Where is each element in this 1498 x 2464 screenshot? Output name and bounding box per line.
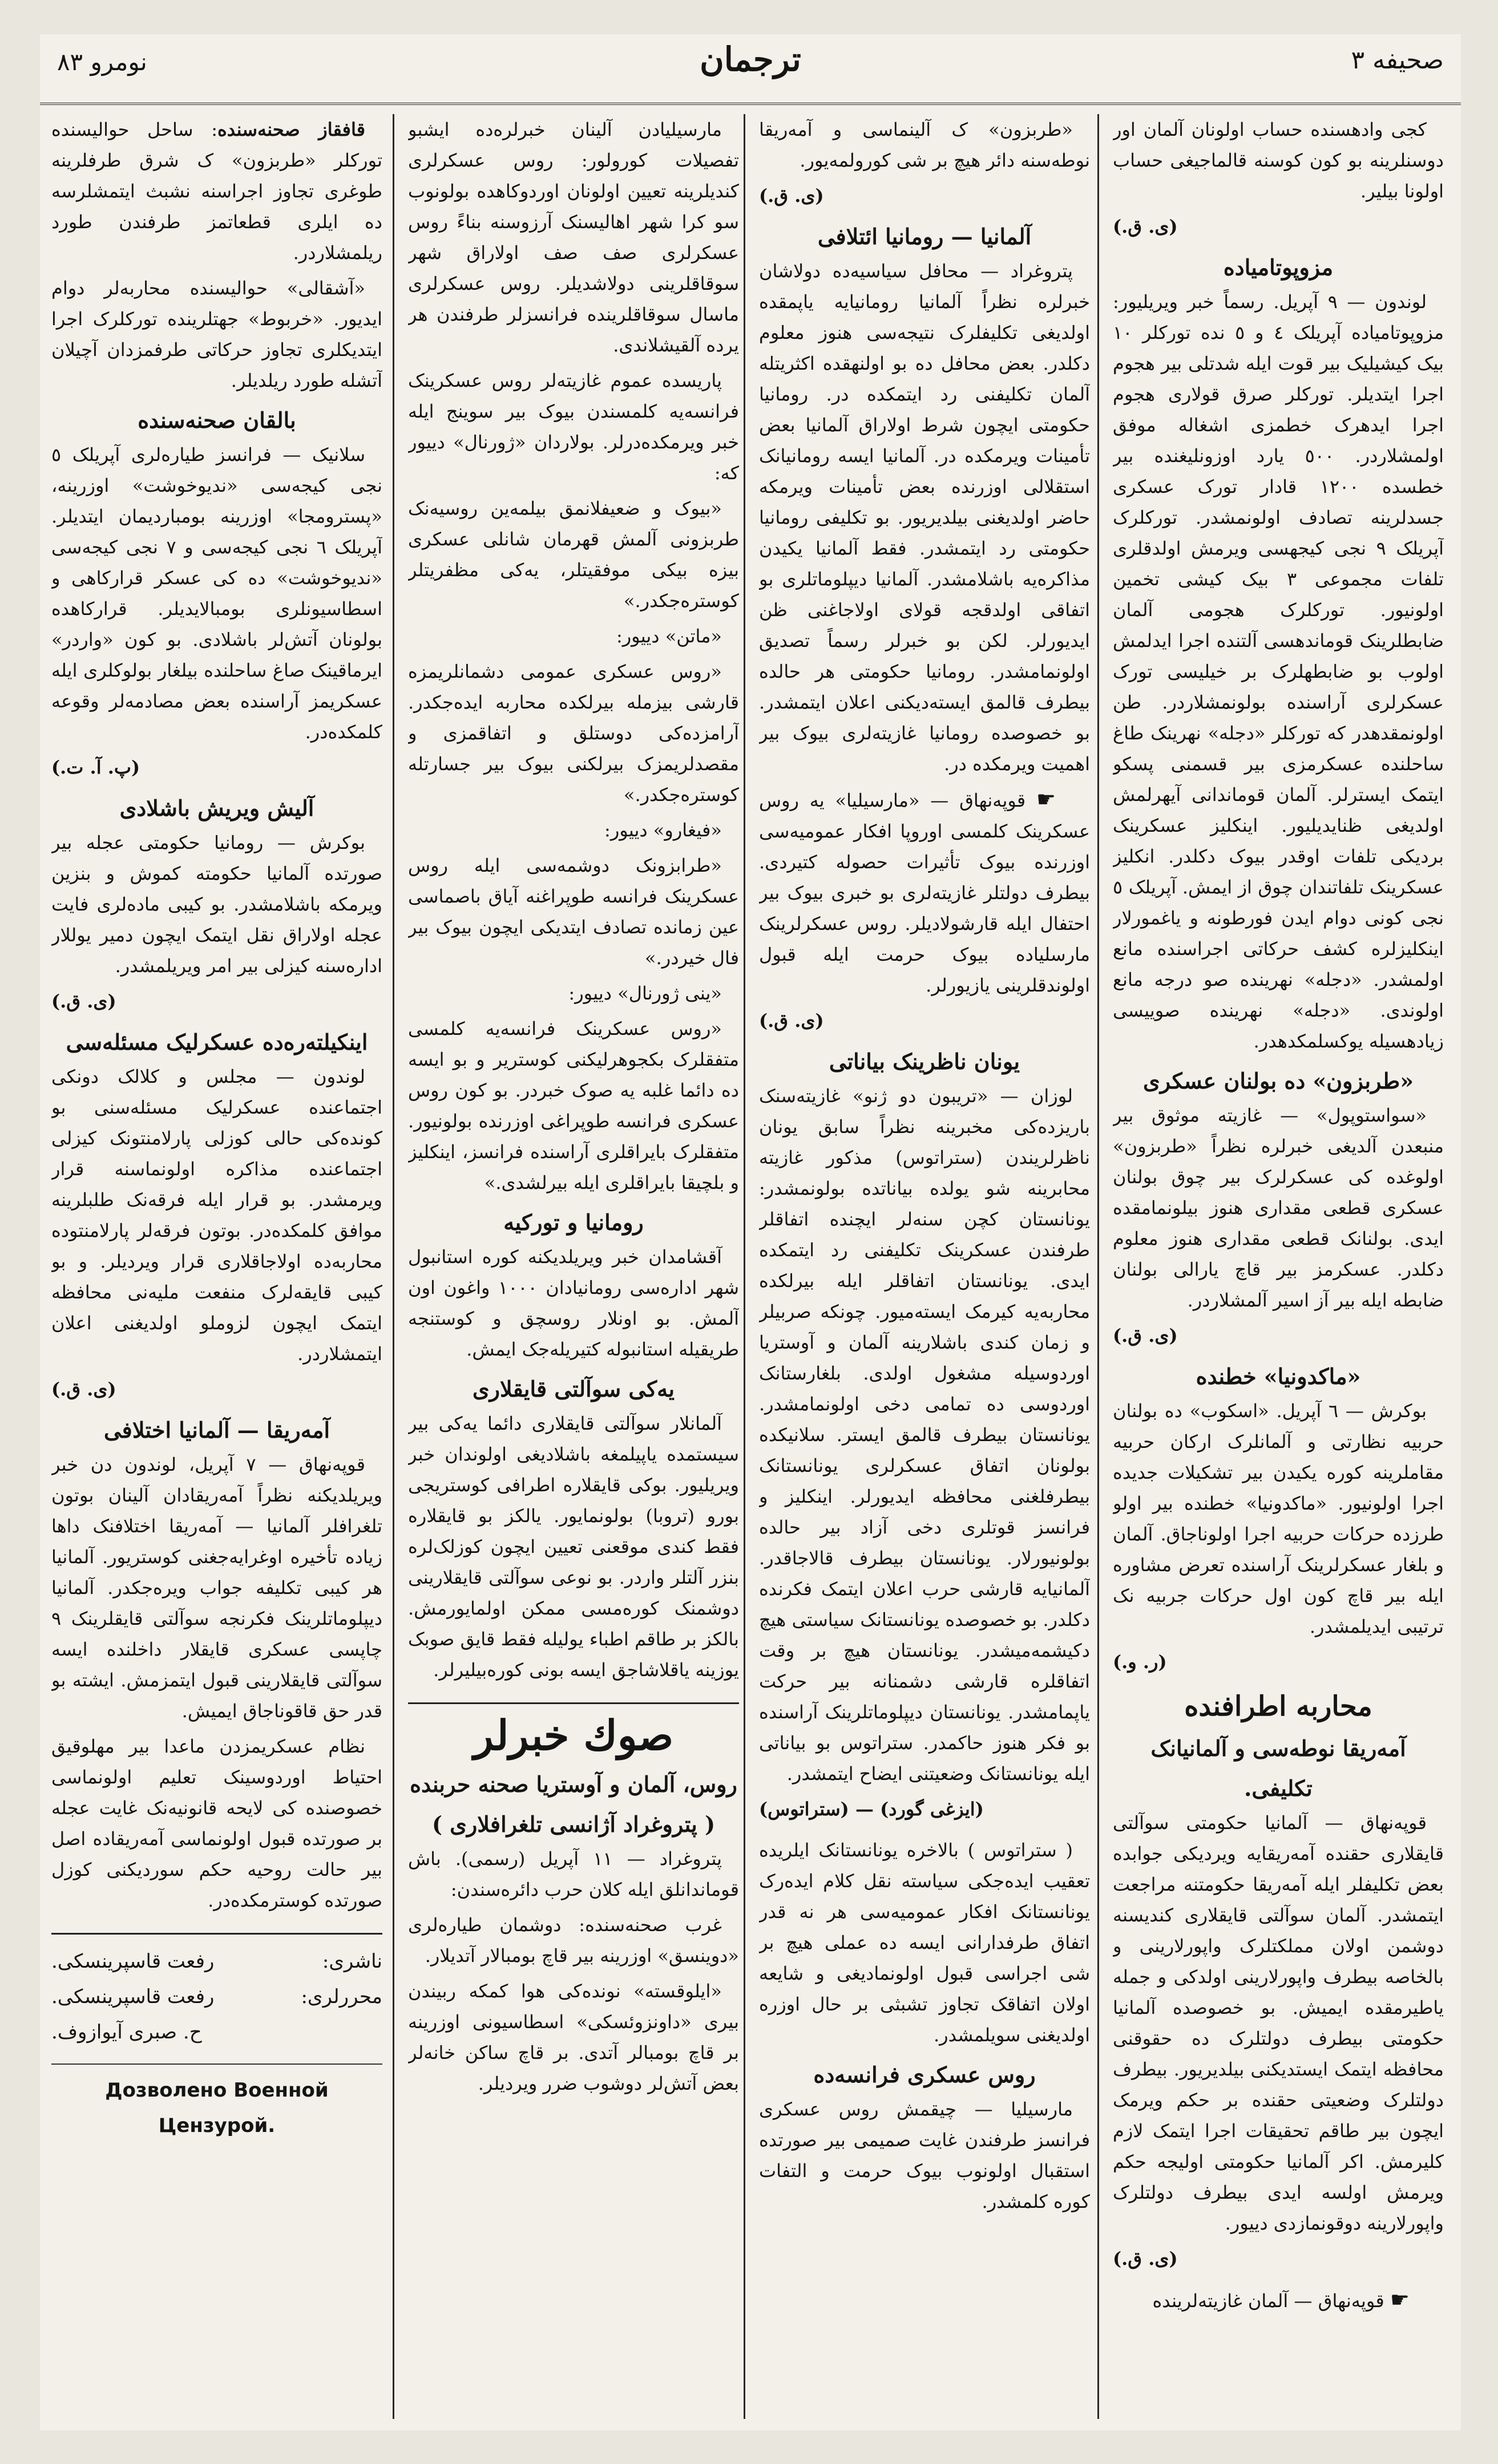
article-tail: قوپه‌نهاق — آلمان غازیته‌لرینده bbox=[1152, 2290, 1384, 2312]
article-signature: (ی. ق.) bbox=[1113, 1325, 1178, 1346]
article-body: قافقاز صحنه‌سنده: ساحل حوالیسنده تورکلر «طربزون» ک شرق طرفلرینه طوغری تجاوز اجراسنه نشبث ایتمشلرسه ده ایلری قطعاتمز طرفندن طورد ریلمشلاردر. bbox=[51, 119, 382, 264]
editor-name: ح. صبری آیوازوف. bbox=[51, 2021, 202, 2044]
article-body: آلمانلار سوآلتی قایقلاری دائما یه‌کی بیر سیستمده یاپیلمغه باشلادیغی اولوندان خبر ویریلیور. بوکی قایقلاره اطرافی کوستریجی بورو (تروبا) بولونمایور. یالکز بو قایقلاره فقط کندی موقعنی تعیین ایچون کوزلک‌لره بنزر آلتلر واردر. بو نوعی سوآلتی قایقلارینی دوشمنک کوره‌مسی ممکن اولمایورمش. بالکز بر طاقم اطباء یولیله فقط قایق صوبک یوزینه یاقلاشاجق ایسه بونی کوره‌بیلیرلر. bbox=[408, 1413, 739, 1681]
article-title: مزوپوتامیاده bbox=[1223, 254, 1334, 280]
article-signature: (ی. ق.) bbox=[51, 1378, 116, 1400]
article-subtitle: تکلیفی. bbox=[1244, 1775, 1313, 1801]
publisher-label: ناشری: bbox=[322, 1950, 382, 1973]
imprint bbox=[51, 1933, 382, 2143]
publisher-line bbox=[51, 1944, 382, 1979]
article-body: «آشقالی» حوالیسنده محاربه‌لر دوام ایدیور. «خربوط» جهتلرینده تورکلرک اجرا ایتدیکلری تجاوز حرکاتی طرفمزدان آچیلان آتشله طورد ریلدیلر. bbox=[51, 277, 382, 391]
article-body: پاریسده عموم غازیته‌لر روس عسکرینک فرانسه‌یه کلمسندن بیوک بیر سوینج ایله خبر ویرمکده‌درلر. بولاردان «ژورنال» دییور که: bbox=[408, 370, 739, 484]
article-dateline: قوپه‌نهاق bbox=[959, 790, 1026, 811]
editor-name: رفعت قاسپرینسکی. bbox=[51, 1985, 215, 2008]
column-rule bbox=[1097, 114, 1099, 2419]
censorship-notice: Дозволено Военной Цензурой. bbox=[51, 2064, 382, 2143]
article-signature: (ی. ق.) bbox=[51, 990, 116, 1012]
issue-number: نومرو ۸۳ bbox=[57, 48, 147, 76]
press-quote-source: «ماتن» دییور: bbox=[616, 625, 722, 647]
article-body: پتروغراد — ١١ آپریل (رسمی). باش قوماندانلق ایله کلان حرب دائره‌سندن: bbox=[408, 1848, 739, 1900]
article-title: «ماکدونیا» خطنده bbox=[1196, 1364, 1361, 1389]
publisher-name: رفعت قاسپرینسکی. bbox=[51, 1950, 215, 1973]
column-1 bbox=[1113, 114, 1444, 2419]
article-body: پتروغراد — محافل سیاسیه‌ده دولاشان خبرلره نظراً آلمانیا رومانیایه یاپمقده اولدیغی تکلیفلرک نتیجه‌سی هنوز معلوم دکلدر. بعض محافل ده بو اولنهقده اکثریتله آلمان تکلیفنی رد ایتمکده در. رومانیا حکومتی ایچون شرط اولاراق آلمانیا بعض تأمینات ویرمکده در. آلمانیا ایسه رومانیانک استقلالی اوزرنده بعض تأمینات ویرمکه حاضر اولدیغنی بیلدیریور. بو تکلیفی رومانیا حکومتی رد ایتمشدر. فقط آلمانیا یکیدن مذاکره‌یه باشلامشدر. آلمانیا دیپلوماتلری بو اتفاقی اولدقجه قولای اولاجاغنی ظن ایدیورلر. لکن بو خبرلر رسماً تصدیق اولونمامشدر. رومانیا حکومتی هر حالده بیطرف قالمق ایسته‌دیکنی اعلان ایتمشدر. بو خصوصده رومانیا غازیته‌لری بیوک بیر اهمیت ویرمکده در. bbox=[759, 260, 1090, 775]
column-2 bbox=[759, 114, 1090, 2419]
article-body: سلانیک — فرانسز طیاره‌لری آپریلک ٥ نجی کیجه‌سی «ندیوخوشت» اوزرینه، «پسترومجا» اوزرینه بومباردیمان ایتدیلر. آپریلک ٦ نجی کیجه‌سی و ٧ نجی کیجه‌سی «ندیوخوشت» ده کی عسکر قرارکاهی و اسطاسیونلری بومبالایدیلر. قرارکاهده بولونان آتش‌لر باشلادی. بو کون «واردر» ایرماقینک صاغ ساحلنده بیلغار بولوکلری ایله عسکریمز آراسنده بعض مصادمه‌لر وقوعه کلمکده‌در. bbox=[51, 444, 382, 743]
article-title: رومانیا و تورکیه bbox=[503, 1209, 644, 1235]
newspaper-page bbox=[40, 34, 1461, 2430]
article-body: مارسیلیادن آلینان خبرلره‌ده ایشبو تفصیلات کورولور: روس عسکرلری کندیلرینه تعیین اولونان اوردوکاهده بولونوب سو کرا شهر اهالیسنک آرزوسنه بناءً روس عسکرلری صف صف اولاراق شهر سوقاقلرینی دولاشدیلر. روس عسکرلری ماسال سوقاقلرینده فرانسزلر طرفندن هر یرده آلقیشلاندی. bbox=[408, 119, 739, 356]
latest-news-heading: صوك خبرلر bbox=[408, 1702, 739, 1760]
article-title-inline: قافقاز صحنه‌سنده bbox=[217, 119, 366, 140]
article-signature: (ی. ق.) bbox=[1113, 2248, 1178, 2269]
article-title: یونان ناظرینک بیاناتی bbox=[829, 1049, 1020, 1074]
press-quote: «روس عسکری عمومی دشمانلریمزه قارشی بیزمله بیرلکده محاربه ایده‌جکدر. آرامزده‌کی دوستلق و اتفاقمزی و مقصدلریمزک بیرلکنی بیوک بیر جسارتله کوستره‌جکدر.» bbox=[408, 661, 739, 806]
article-title: آمه‌ریقا — آلمانیا اختلافی bbox=[103, 1417, 330, 1443]
article-body: مارسیلیا — چیقمش روس عسکری فرانسز طرفندن غایت صمیمی بیر صورتده استقبال اولونوب بیوک حرمت و التفات کوره کلمشدر. bbox=[759, 2098, 1090, 2212]
article-signature: (پ. آ. ت.) bbox=[51, 756, 140, 778]
masthead bbox=[40, 34, 1461, 105]
editors-line bbox=[51, 2014, 382, 2050]
article-body: بوکرش — ٦ آپریل. «اسکوب» ده بولنان حربیه نظارتی و آلمانلرک ارکان حربیه مقاملرینه کوره یکیدن بیر تشکیلات جدیده اجرا اولونیور. «ماکدونیا» خطنده بیر اولو طرزده حرکات حربیه اجرا اولوناجاق. آلمان و بلغار عسکرلرینک آراسنده تعرض مشاوره ایله بیر قاچ کون اول حرکات جربیه نک ترتیبی ایدیلمشدر. bbox=[1113, 1400, 1444, 1637]
article-body bbox=[1113, 2284, 1444, 2316]
article-title: یه‌کی سوآلتی قایقلاری bbox=[472, 1376, 675, 1402]
article-title: آلیش ویریش باشلادی bbox=[119, 795, 314, 821]
newspaper-name: ترجمان bbox=[700, 40, 801, 79]
article-body-text: «مارسیلیا» یه روس عسکرینک کلمسی اوروپا افکار عمومیه‌سی اوزرنده بیوک تأثیرات حصوله کتیردی. بیطرف دولتلر غازیته‌لری بو خبری بیوک بیر احتفال ایله قارشولادیلر. روس عسکرلرینک مارسلیاده بیوک حرمت ایله قبول اولوندقلرینی یازیورلر. bbox=[759, 790, 1090, 996]
article-body: آقشامدان خبر ویریلدیکنه کوره استانبول شهر اداره‌سی رومانیادان ١٠٠٠ واغون اون آلمش. بو اونلار روسچق و کوستنجه طریقیله استانبوله کتیریله‌جک ایمش. bbox=[408, 1246, 739, 1360]
section-heading: محاربه اطرافنده bbox=[1184, 1690, 1372, 1722]
article-subtitle: آمه‌ریقا نوطه‌سی و آلمانیانک bbox=[1150, 1735, 1406, 1761]
press-quote: «طرابزونک دوشمه‌سی ایله روس عسکرینک فرانسه طوپراغنه آیاق باصماسی عین زمانده تصادف ایتدیکی ایچون بیوک بیر فال خیردر.» bbox=[408, 855, 739, 969]
article-title: «طربزون» ده بولنان عسکری bbox=[1142, 1068, 1414, 1094]
article-signature: (ی. ق.) bbox=[759, 1010, 824, 1031]
article-body: قوپه‌نهاق — آلمانیا حکومتی سوآلتی قایقلاری حقنده آمه‌ریقایه ویردیکی جوابده بعض تکلیفلر ایله آمه‌ریقا حکومتنه مراجعت ایتمشدر. آلمان سوآلتی قایقلاری کندیسنه دوشمن اولان مملکتلرک واپورلارینی و بالخاصه بیطرف واپورلارینی اولدکی و جمله یاطیرمقده ایمیش. بو خصوصده آلمانیا حکومتی بیطرف دولتلرک ده حقوقنی محافظه ایتمک ایستدیکنی بیلدیریور. بیطرف دولتلرک وضعیتی حقنده بر حکم ویرمک ایچون بیر طاقم تحقیقات اجرا ایتمک لازم کلیرمش. اکر آلمانیا حکومتی اولیجه حکم ویرمش اولسه ایدی بیطرف دولتلرک واپورلارینه دوقونمازدی دییور. bbox=[1113, 1812, 1444, 2234]
pointing-hand-icon: ☛ bbox=[1036, 787, 1056, 812]
press-quote-source: «ینی ژورنال» دییور: bbox=[568, 982, 722, 1004]
article-signature: (ی. ق.) bbox=[1113, 216, 1178, 237]
article-body: بوکرش — رومانیا حکومتی عجله بیر صورتده آلمانیا حکومته کموش و بنزین ویرمکه باشلامشدر. بو کیبی ماده‌لری فایت عجله اولاراق نقل ایتمک ایچون دمیر یوللار اداره‌سنه کیزلی بیر امر ویریلمشدر. bbox=[51, 832, 382, 977]
article-intro: کجی وادهسنده حساب اولونان آلمان اور دوسنلرینه بو کون کوسنه قالماجیغی حساب اولونا بیلیر. bbox=[1113, 119, 1444, 202]
article-signature: (ایزغی گورد) — (ستراتوس) bbox=[759, 1798, 984, 1820]
column-4 bbox=[51, 114, 382, 2419]
press-quote: «روس عسکرینک فرانسه‌یه کلمسی متفقلرک بکجوهرلیکنی کوستریر و بو ایسه ده دائما غلبه یه صوک خبردر. بو کون روس عسکری فرانسه طوپراغی اوزرنده بولونیور. متفقلرک بایراقلری آراسنده فرانسز، اینکلیز و بلچیقا بایراقلری ایله بیرلشدی.» bbox=[408, 1018, 739, 1193]
article-body: ☛ قوپه‌نهاق — «مارسیلیا» یه روس عسکرینک کلمسی اوروپا افکار عمومیه‌سی اوزرنده بیوک تأثیرات حصوله کتیردی. بیطرف دولتلر غازیته‌لری بو خبری بیوک بیر احتفال ایله قارشولادیلر. روس عسکرلرینک مارسلیاده بیوک حرمت ایله قبول اولوندقلرینی یازیورلر. bbox=[759, 784, 1090, 1001]
article-body: غرب صحنه‌سنده: دوشمان طیاره‌لری «دوینسق» اوزرینه بیر قاچ بومبالار آتدیلار. bbox=[408, 1914, 739, 1967]
article-body: نظام عسکریمزدن ماعدا بیر مهلوقیق احتیاط اوردوسینک تعلیم اولونماسی خصوصنده کی لایحه قانونیه‌نک غایت عجله بر صورتده قبول اولونماسی آمه‌ریقاده اصل بیر حالت روحیه حکم سوردیکنی کوزل صورتده کوسترمکده‌در. bbox=[51, 1735, 382, 1911]
article-body: لوزان — «تریبون دو ژنو» غازیته‌سنک باریزده‌کی مخبرینه نظراً سابق یونان ناظرلریندن (ستراتوس) مذکور غازیته محابرینه شو یولده بیاناتده بولونمشدر: یونانستان کچن سنه‌لر ایچنده اتفاقلر طرفندن عسکرینک تکلیفنی رد ایتمکده ایدی. یونانستان اتفاقلر ایله بیرلکده محاربه‌یه کیرمک ایسته‌میور. چونکه صربیلر و زمان کندی باشلارینه آلمان و آوستریا اوردوسیله مشغول اولدی. بلغارستانک اوردوسی ده تمامی دخی اولونمامشدر. یونانستان بیطرف قالمق ایستر. سلانیکده بولونان اتفاق عسکرلری یونانستانک بیطرفلغنی محافظه ایدیورلر. اینکلیز و فرانسز قوتلری دخی آزاد بیر حالده بولونیورلار. یونانستان بیطرف قالاجاقدر. آلمانیایه قارشی حرب اعلان ایتمک فکرنده دکلدر. بو خصوصده یونانستانک سیاستی هیچ دکیشمه‌میشدر. یونانستان هیچ بر وقت اتفاقلره قارشی دشمنانه بیر حرکت یاپمامشدر. یونانستان دیپلوماتلرینک آراسنده بو فکر هنوز حاکمدر. ستراتوس بو بیاناتی ایله یونانستانک وضعیتنی ایضاح ایتمشدر. bbox=[759, 1085, 1090, 1785]
article-body: «طربزون» ک آلینماسی و آمه‌ریقا نوطه‌سنه دائر هیچ بر شی کورولمه‌یور. bbox=[759, 119, 1090, 171]
press-quote-source: «فیغارو» دییور: bbox=[604, 819, 722, 841]
article-body: ( ستراتوس ) بالاخره یونانستانک ایلریده تعقیب ایده‌جکی سیاسته نقل کلام ایده‌رک یونانستانک افکار عمومیه‌سی هر نه قدر اتفاق طرفدارانی ایسه ده عملی هیچ بر شی اجراسی قبول اولونمادیغی و شایعه اولان اتفاقک تجاوز تشبثی بر حال اوزره اولدیغنی سویلمشدر. bbox=[759, 1839, 1090, 2046]
article-signature: (ر. و.) bbox=[1113, 1651, 1167, 1673]
pointing-hand-icon: ☛ bbox=[1390, 2287, 1410, 2312]
article-title: آلمانیا — رومانیا ائتلافی bbox=[817, 224, 1032, 249]
article-body: لوندون — مجلس و کلالک دونکی اجتماعنده عسکرلیک مسئله‌سنی بو کونده‌کی حالی کوزلی پارلامنتونک کیزلی اجتماعنده مذاکره اولونماسنه قرار ویرمشدر. بو قرار ایله فرقه‌نک طلبلرینه موافق کلمکده‌در. بوتون فرقه‌لر پارلامنتوده محاربه‌ده اولاجاقلاری قرار ویردیلر. و بو کیبی قایقه‌لرک منفعت ملیه‌نی محافظه ایتمک ایچون لزوملو اولدیغنی اعلان ایتمشلاردر. bbox=[51, 1066, 382, 1365]
article-body-text: ساحل حوالیسنده تورکلر «طربزون» ک شرق طرفلرینه طوغری تجاوز اجراسنه نشبث ایتمشلرسه ده ایلری قطعاتمز طرفندن طورد ریلمشلاردر. bbox=[51, 119, 382, 264]
article-subtitle: روس، آلمان و آوستریا صحنه حربنده bbox=[410, 1771, 737, 1797]
article-body: لوندون — ۹ آپریل. رسماً خبر ویریلیور: مزوپوتامیاده آپریلک ٤ و ٥ نده تورکلر ١٠ بیک کیشیلیک بیر قوت ایله شدتلی بیر هجوم اجرا ایتدیلر. تورکلر صرق قولاری هجوم اجرا ایدهرک خطمزی اشغاله موفق اولمشلاردر. ٥٠٠ یارد اوزونلیغنده بیر خطسده ١٢٠٠ قادار تورک عسکری جسدلرینه تصادف اولونمشدر. تورکلرک آپریلک ٩ نجی کیجهسی ویرمش اولدقلری تلفات مجموعی ٣ بیک کیشی تخمین اولونیور. تورکلرک هجومی آلمان ضابطلرینک قوماندهسی آلتنده اجرا ایدلمش اولوب بو ضابطهلرک بر خیلیسی تورک عسکرلری آراسنده بولونمشلاردر. طن اولونمقدهدر که تورکلر «دجله» نهرینک طاغ ساحلنده عسکرمزی بیر قسمنی پسکو ایتمک ایسترلر. آلمان قوماندانی آیهرلمش اولدیغی ظنایدیلیور. اینکلیز عسکرینک بردیکی تلفات اوقدر بیوک دکلدر. انکلیز عسکرینک تلفاتندان چوق از ایمش. آپریلک ٥ نجی کونی دوام ایدن فورطونه و یاغمورلار اینکلیزلره کشف حرکاتی اجراسنده مانع اولمشدر. «دجله» نهرینده صو درجه مانع اولوندی. «دجله» نهرینده صوییسی زیادهسیله یوکسلمکدهدر. bbox=[1113, 291, 1444, 1052]
column-rule bbox=[393, 114, 394, 2419]
article-signature: (ی. ق.) bbox=[759, 185, 824, 207]
column-rule bbox=[744, 114, 745, 2419]
article-title: روس عسکری فرانسه‌ده bbox=[813, 2062, 1036, 2087]
article-body: قوپه‌نهاق — ٧ آپریل، لوندون دن خبر ویریلدیکنه نظراً آمه‌ریقادان آلینان بوتون تلغرافلر آلمانیا — آمه‌ریقا اختلافنک داها زیاده تأخیره اوغرایه‌جغنی کوستریور. آلمانیا هر کیبی تکلیفه جواب ویره‌جکدر. آلمانیا دیپلوماتلرینک فکرنجه سوآلتی قایقلرینک ٩ چاپسی عسکری قایقلار داخلنده ایسه سوآلتی قایقلارینی قبول ایتمزمش. ایشته بو قدر حق قاقوناجاق ایمیش. bbox=[51, 1454, 382, 1722]
press-quote: «بیوک و ضعیفلانمق بیلمه‌ین روسیه‌نک طربزونی آلمش قهرمان شانلی عسکری بیزه بیکی موفقیتلر، یه‌کی مظفریتلر کوستره‌جکدر.» bbox=[408, 497, 739, 612]
editors-label: محررلری: bbox=[301, 1985, 382, 2008]
article-body: «ایلوقسته» نونده‌کی هوا کمکه ربیندن بیری «داونزوئسکی» اسطاسیونی اوزرینه بر قاچ بومبالر آتدی. بر قاچ ساکن خانه‌لر بعض آتش‌لر دوشوب ضرر ویردیلر. bbox=[408, 1980, 739, 2094]
article-title: بالقان صحنه‌سنده bbox=[138, 407, 296, 433]
column-3 bbox=[408, 114, 739, 2419]
article-source: ( پتروغراد آژانسی تلغرافلاری ) bbox=[431, 1811, 716, 1837]
article-title: اینکیلته‌ره‌ده عسکرلیک مسئله‌سی bbox=[66, 1029, 368, 1055]
editors-line bbox=[51, 1979, 382, 2014]
article-body: «سواستوپول» — غازیته موثوق بیر منبعدن آلدیغی خبرلره نظراً «طربزون» اولوغده کی عسکرلرک بیر چوق بولنان عسکری قطعی مقداری هنوز بیلونمامقده ایدی. بولنانک قطعی مقداری هنوز معلوم دکلدر. عسکرمز بیر قاچ یارالی بولنان ضابطه ایله بیر آز اسیر آلمشلاردر. bbox=[1113, 1104, 1444, 1311]
page-number: صحیفه ۳ bbox=[1351, 46, 1444, 75]
